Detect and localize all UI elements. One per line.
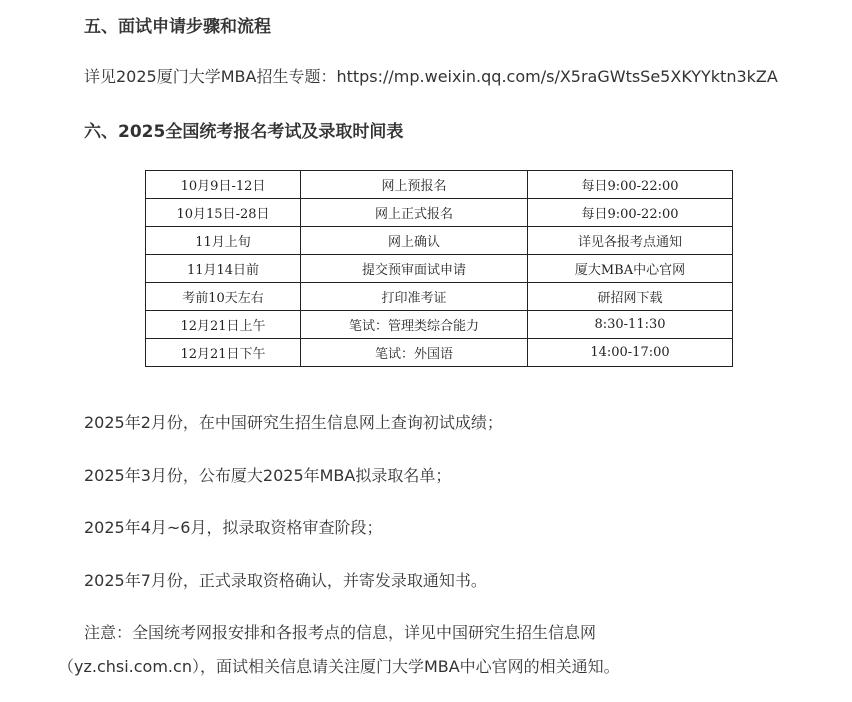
- table-cell-date: 11月上旬: [146, 227, 301, 255]
- table-cell-note: 研招网下载: [528, 283, 733, 311]
- section-5-detail-text: 详见2025厦门大学MBA招生专题：https://mp.weixin.qq.com/s/X5raGWtsSe5XKYYktn3kZA: [84, 67, 778, 86]
- table-cell-date: 12月21日下午: [146, 339, 301, 367]
- table-cell-note: 每日9:00-22:00: [528, 199, 733, 227]
- table-cell-item: 网上预报名: [301, 171, 528, 199]
- table-cell-item: 网上正式报名: [301, 199, 528, 227]
- timeline-paragraph-jul: 2025年7月份，正式录取资格确认，并寄发录取通知书。: [84, 571, 487, 590]
- table-cell-note: 每日9:00-22:00: [528, 171, 733, 199]
- timeline-paragraph-feb: 2025年2月份，在中国研究生招生信息网上查询初试成绩；: [84, 413, 503, 432]
- table-cell-item: 提交预审面试申请: [301, 255, 528, 283]
- table-cell-date: 考前10天左右: [146, 283, 301, 311]
- table-cell-note: 8:30-11:30: [528, 311, 733, 339]
- timeline-paragraph-apr-jun: 2025年4月~6月，拟录取资格审查阶段；: [84, 518, 383, 537]
- table-cell-note: 14:00-17:00: [528, 339, 733, 367]
- table-cell-date: 10月15日-28日: [146, 199, 301, 227]
- table-row: [146, 339, 733, 367]
- timeline-paragraph-mar: 2025年3月份，公布厦大2025年MBA拟录取名单；: [84, 466, 452, 485]
- note-paragraph-line-2: （yz.chsi.com.cn），面试相关信息请关注厦门大学MBA中心官网的相关通知。: [58, 657, 620, 676]
- table-cell-item: 笔试：管理类综合能力: [301, 311, 528, 339]
- table-cell-item: 打印准考证: [301, 283, 528, 311]
- note-paragraph-line-1: 注意：全国统考网报安排和各报考点的信息，详见中国研究生招生信息网: [84, 623, 597, 642]
- table-row: [146, 255, 733, 283]
- table-cell-date: 11月14日前: [146, 255, 301, 283]
- section-6-heading: 六、2025全国统考报名考试及录取时间表: [84, 122, 404, 142]
- schedule-table: [145, 170, 733, 367]
- section-5-heading: 五、面试申请步骤和流程: [84, 17, 271, 37]
- table-row: [146, 311, 733, 339]
- table-cell-item: 笔试：外国语: [301, 339, 528, 367]
- table-row: [146, 171, 733, 199]
- table-row: [146, 199, 733, 227]
- table-cell-date: 12月21日上午: [146, 311, 301, 339]
- table-row: [146, 283, 733, 311]
- table-row: [146, 227, 733, 255]
- table-cell-note: 厦大MBA中心官网: [528, 255, 733, 283]
- table-cell-note: 详见各报考点通知: [528, 227, 733, 255]
- table-cell-date: 10月9日-12日: [146, 171, 301, 199]
- table-cell-item: 网上确认: [301, 227, 528, 255]
